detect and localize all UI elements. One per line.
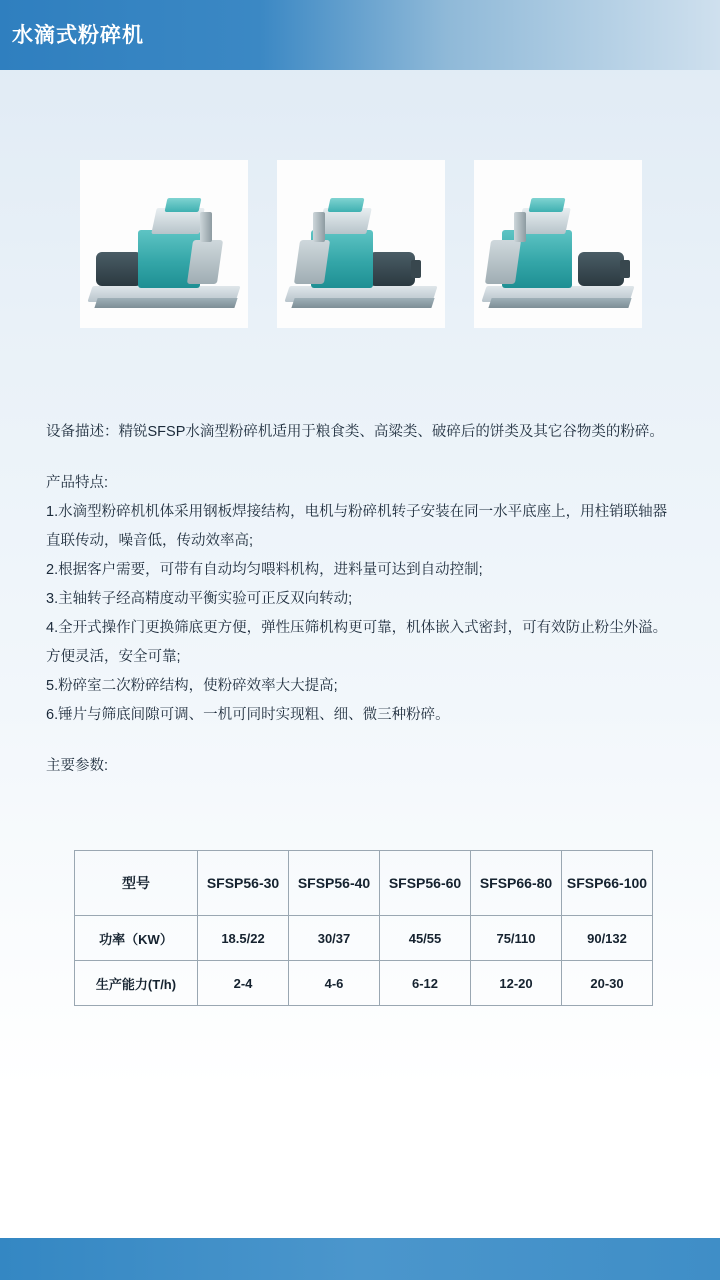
table-row: [75, 961, 653, 1006]
product-photo-1[interactable]: [80, 160, 248, 328]
power-value-3: 45/55: [380, 916, 471, 961]
parameters-title: 主要参数:: [46, 758, 109, 774]
capacity-value-4: 12-20: [471, 961, 562, 1006]
page-title: 水滴式粉碎机: [12, 24, 144, 47]
feature-item-1: 1.水滴型粉碎机机体采用钢板焊接结构，电机与粉碎机转子安装在同一水平底座上，用柱销联轴器直联传动，噪音低，传动效率高;: [46, 504, 668, 549]
product-photo-2[interactable]: [277, 160, 445, 328]
power-value-4: 75/110: [471, 916, 562, 961]
page-footer: [0, 1238, 720, 1280]
table-header-model: 型号: [75, 851, 198, 916]
row-label-capacity: 生产能力(T/h): [75, 961, 198, 1006]
table-header-col-2: SFSP56-40: [289, 851, 380, 916]
table-header-row: [75, 851, 653, 916]
table-header-col-4: SFSP66-80: [471, 851, 562, 916]
capacity-value-2: 4-6: [289, 961, 380, 1006]
page-header: [0, 0, 720, 70]
product-description-block: [46, 418, 674, 781]
equipment-description: 设备描述：精锐SFSP水滴型粉碎机适用于粮食类、高粱类、破碎后的饼类及其它谷物类的粉碎。: [46, 424, 664, 440]
power-value-2: 30/37: [289, 916, 380, 961]
features-title: 产品特点:: [46, 475, 109, 491]
feature-item-5: 5.粉碎室二次粉碎结构，使粉碎效率大大提高;: [46, 678, 338, 694]
product-photo-3[interactable]: [474, 160, 642, 328]
capacity-value-1: 2-4: [198, 961, 289, 1006]
machine-illustration-icon: [277, 160, 445, 328]
specification-table: [74, 850, 653, 1006]
table-header-col-3: SFSP56-60: [380, 851, 471, 916]
row-label-power: 功率（KW）: [75, 916, 198, 961]
table-header-col-1: SFSP56-30: [198, 851, 289, 916]
power-value-5: 90/132: [562, 916, 653, 961]
capacity-value-3: 6-12: [380, 961, 471, 1006]
machine-illustration-icon: [80, 160, 248, 328]
feature-item-6: 6.锤片与筛底间隙可调、一机可同时实现粗、细、微三种粉碎。: [46, 707, 450, 723]
feature-item-3: 3.主轴转子经高精度动平衡实验可正反双向转动;: [46, 591, 353, 607]
feature-item-4: 4.全开式操作门更换筛底更方便，弹性压筛机构更可靠，机体嵌入式密封，可有效防止粉尘外溢。方便灵活，安全可靠;: [46, 620, 668, 665]
machine-illustration-icon: [474, 160, 642, 328]
power-value-1: 18.5/22: [198, 916, 289, 961]
product-image-gallery: [80, 160, 642, 328]
table-header-col-5: SFSP66-100: [562, 851, 653, 916]
feature-item-2: 2.根据客户需要，可带有自动均匀喂料机构，进料量可达到自动控制;: [46, 562, 483, 578]
table-row: [75, 916, 653, 961]
capacity-value-5: 20-30: [562, 961, 653, 1006]
